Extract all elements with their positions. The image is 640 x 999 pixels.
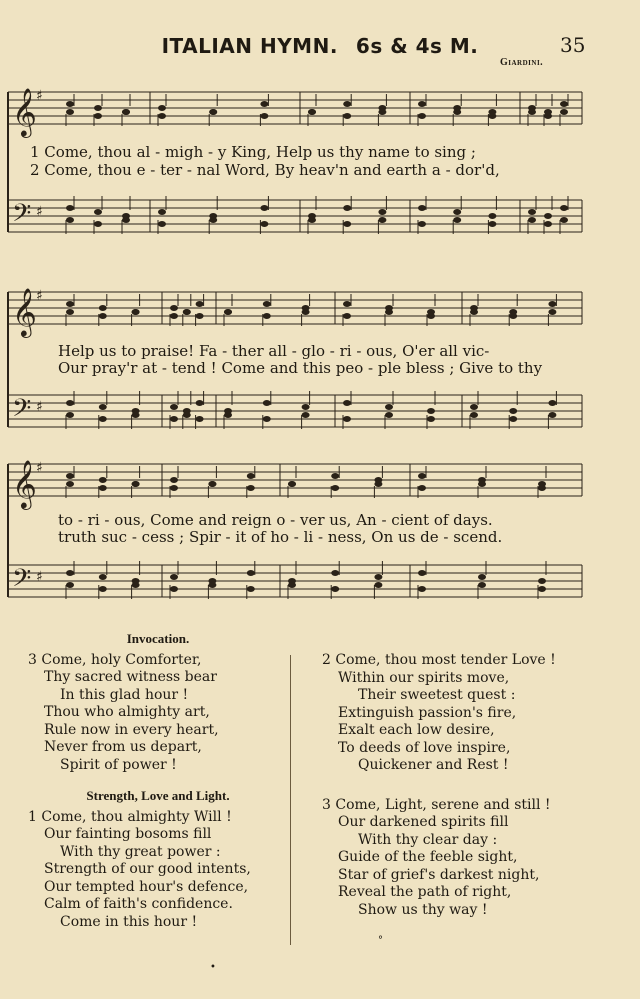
section-heading-invocation: Invocation.	[126, 631, 190, 646]
music-notation-1	[0, 82, 640, 282]
sharp-icon: ♯	[36, 569, 43, 585]
treble-clef-icon: 𝄞	[12, 87, 37, 136]
lyric-verse-2: 2 Come, thou e - ter - nal Word, By heav'n and earth a - dor'd,	[30, 161, 500, 179]
poem-line: Our tempted hour's defence,	[44, 878, 249, 895]
poem-line: To deeds of love inspire,	[338, 739, 511, 756]
poem-line: Exalt each low desire,	[338, 722, 495, 738]
hymn-meter: 6s & 4s M.	[355, 34, 479, 58]
lyric-verse-2: truth suc - cess ; Spir - it of ho - li - ness, On us de - scend.	[58, 528, 503, 546]
poem-line: 3 Come, holy Comforter,	[28, 651, 202, 668]
poem-line: 3 Come, Light, serene and still !	[322, 796, 551, 813]
bass-clef-icon: 𝄢	[12, 394, 32, 429]
poem-line: Our fainting bosoms fill	[44, 826, 212, 842]
lyric-verse-1: 1 Come, thou al - migh - y King, Help us thy name to sing ;	[30, 143, 476, 161]
ornament-dot: °	[378, 935, 383, 946]
lyric-verse-1: Help us to praise! Fa - ther all - glo - ri - ous, O'er all vic-	[58, 342, 490, 360]
poem-line: Reveal the path of right,	[338, 884, 512, 900]
music-system-3	[0, 452, 640, 622]
poem-line: Extinguish passion's fire,	[338, 704, 517, 721]
column-divider	[290, 655, 291, 945]
poem-line: Star of grief's darkest night,	[338, 866, 540, 883]
sharp-icon: ♯	[36, 204, 43, 220]
poem-line: Thou who almighty art,	[44, 704, 210, 720]
sharp-icon: ♯	[36, 399, 43, 415]
composer-name: Giardini.	[500, 57, 544, 68]
poem-line: Show us thy way !	[358, 901, 488, 918]
ornament-dot: •	[210, 962, 216, 973]
poem-line: Thy sacred witness bear	[44, 669, 217, 685]
lyric-verse-2: Our pray'r at - tend ! Come and this peo - ple bless ; Give to thy	[58, 359, 543, 377]
sharp-icon: ♯	[36, 288, 43, 304]
poem-line: Our darkened spirits fill	[338, 814, 509, 830]
poem-line: Within our spirits move,	[338, 669, 510, 686]
poem-line: 1 Come, thou almighty Will !	[28, 808, 232, 825]
sharp-icon: ♯	[36, 88, 43, 104]
poem-line: Guide of the feeble sight,	[338, 849, 518, 865]
music-system-2	[0, 280, 640, 450]
hymn-name: ITALIAN HYMN.	[161, 34, 338, 58]
bass-clef-icon: 𝄢	[12, 564, 32, 599]
sharp-icon: ♯	[36, 460, 43, 476]
treble-clef-icon: 𝄞	[12, 459, 37, 508]
poem-line: In this glad hour !	[60, 686, 189, 703]
poem-line: 2 Come, thou most tender Love !	[322, 652, 556, 668]
section-heading-strength: Strength, Love and Light.	[86, 788, 230, 803]
page-number: 35	[560, 33, 586, 57]
poem-line: Rule now in every heart,	[44, 721, 219, 738]
left-text-column	[28, 630, 288, 931]
lyric-verse-1: to - ri - ous, Come and reign o - ver us, An - cient of days.	[58, 511, 493, 529]
right-text-column	[322, 652, 622, 919]
poem-line: With thy great power :	[60, 843, 221, 860]
poem-line: Strength of our good intents,	[44, 861, 251, 877]
poem-line: Never from us depart,	[44, 739, 202, 755]
treble-clef-icon: 𝄞	[12, 287, 37, 336]
poem-line: Spirit of power !	[60, 756, 177, 773]
poem-line: Come in this hour !	[60, 913, 198, 930]
poem-line: Their sweetest quest :	[358, 687, 516, 703]
poem-line: With thy clear day :	[358, 831, 498, 848]
music-system-1	[0, 82, 640, 282]
bass-clef-icon: 𝄢	[12, 199, 32, 234]
hymn-title	[0, 34, 640, 58]
poem-line: Quickener and Rest !	[358, 757, 509, 773]
poem-line: Calm of faith's confidence.	[44, 896, 233, 912]
